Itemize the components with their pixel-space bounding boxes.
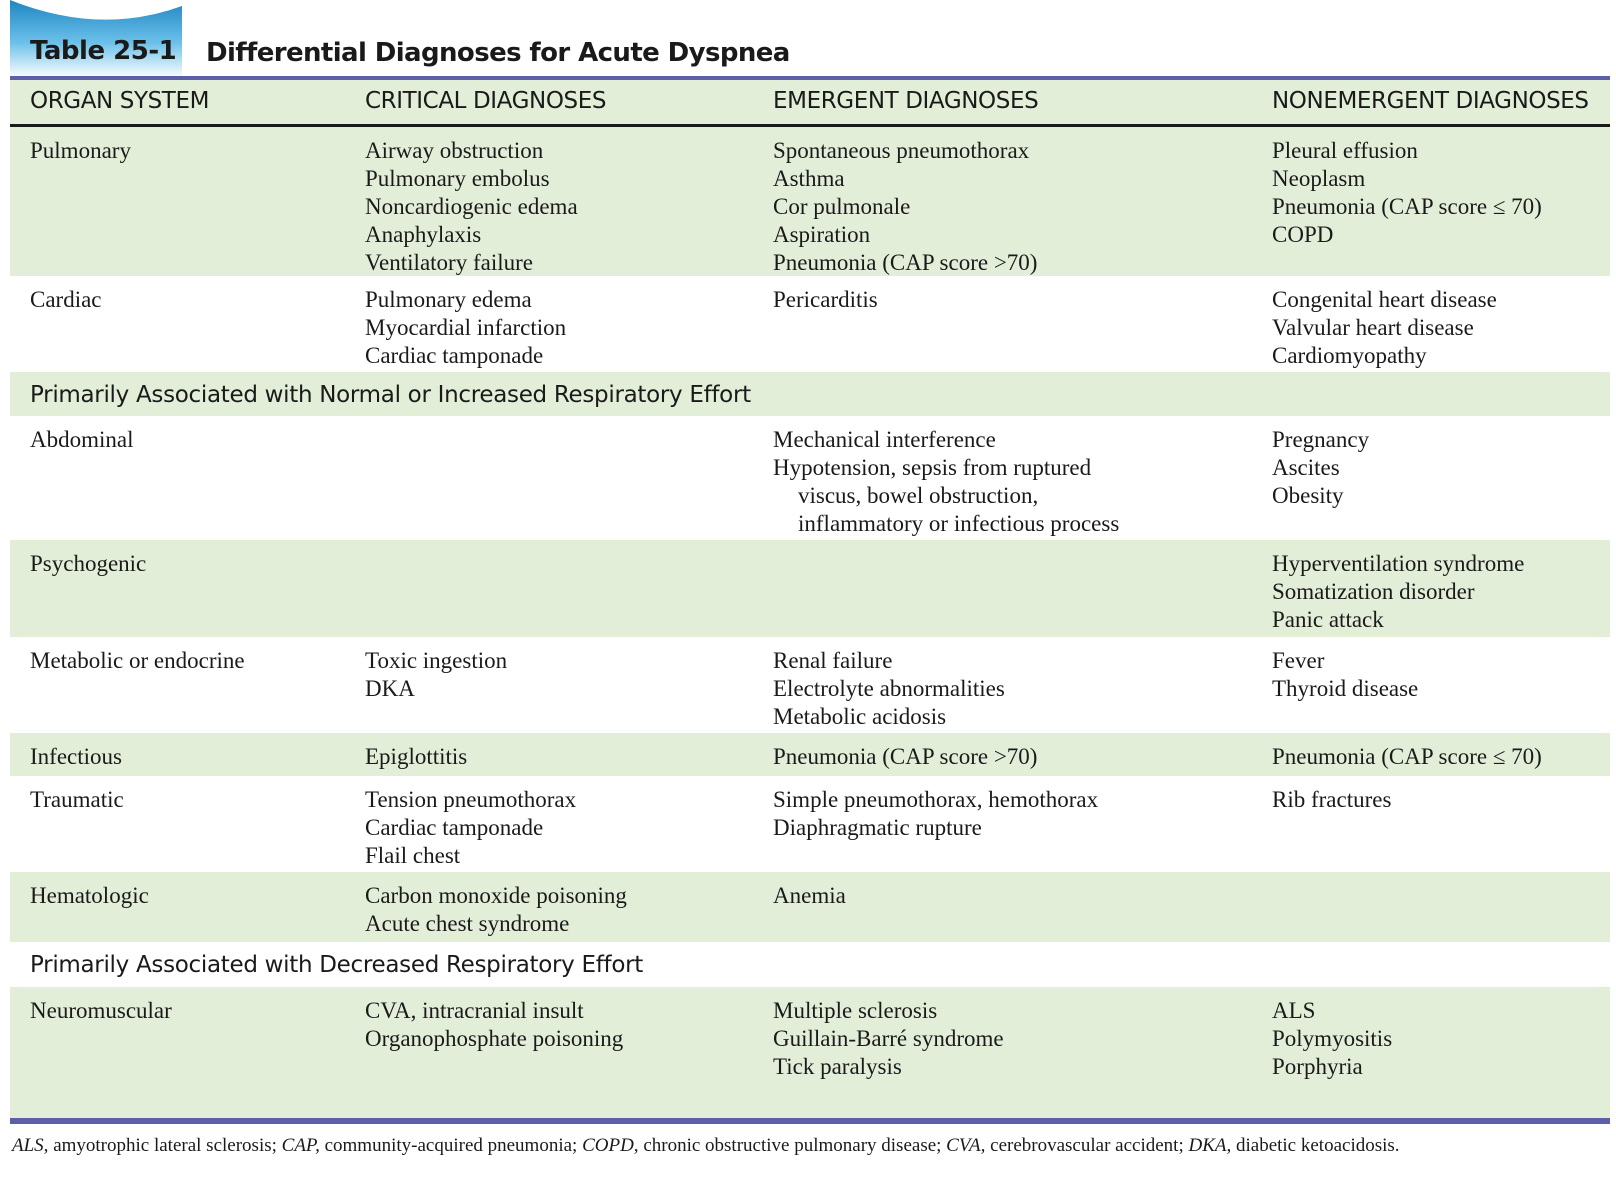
critical-diagnoses-cell: [365, 882, 627, 938]
organ-system-cell: Cardiac: [30, 287, 102, 312]
footnote-abbreviation: DKA,: [1188, 1135, 1232, 1156]
diagnosis-item: Spontaneous pneumothorax: [773, 138, 1030, 163]
diagnosis-item: Anemia: [773, 883, 846, 908]
diagnosis-item: Porphyria: [1272, 1054, 1363, 1079]
diagnosis-item: Fever: [1272, 648, 1325, 673]
diagnosis-item: Tick paralysis: [773, 1054, 902, 1079]
diagnosis-item: Pulmonary embolus: [365, 166, 550, 191]
diagnosis-item: Toxic ingestion: [365, 648, 508, 673]
diagnosis-item: Valvular heart disease: [1272, 315, 1474, 340]
diagnosis-item: Multiple sclerosis: [773, 998, 938, 1023]
diagnosis-item: Tension pneumothorax: [365, 787, 577, 812]
diagnosis-item: inflammatory or infectious process: [798, 511, 1120, 536]
diagnosis-item: Renal failure: [773, 648, 893, 673]
critical-diagnoses-cell: [365, 743, 467, 771]
emergent-diagnoses-cell: [773, 786, 1098, 842]
diagnosis-item: Asthma: [773, 166, 845, 191]
footnote-definition: chronic obstructive pulmonary disease;: [638, 1135, 947, 1156]
emergent-diagnoses-cell: [773, 137, 1037, 277]
diagnosis-item: Pneumonia (CAP score ≤ 70): [1272, 744, 1542, 769]
column-header: EMERGENT DIAGNOSES: [773, 88, 1039, 114]
diagnosis-item: Congenital heart disease: [1272, 287, 1497, 312]
diagnosis-item: Epiglottitis: [365, 744, 468, 769]
diagnosis-item: Flail chest: [365, 843, 461, 868]
diagnosis-item: Metabolic acidosis: [773, 704, 947, 729]
footnote-definition: diabetic ketoacidosis.: [1231, 1135, 1400, 1156]
diagnosis-item: Neoplasm: [1272, 166, 1366, 191]
emergent-diagnoses-cell: [773, 647, 1005, 731]
table-title-bar: [10, 0, 1610, 80]
diagnosis-item: Carbon monoxide poisoning: [365, 883, 627, 908]
emergent-diagnoses-cell: [773, 743, 1037, 771]
section-header-row: [10, 372, 1610, 416]
column-header: ORGAN SYSTEM: [30, 88, 210, 114]
organ-system-cell: Traumatic: [30, 787, 124, 812]
diagnosis-item: Pleural effusion: [1272, 138, 1418, 163]
column-header: CRITICAL DIAGNOSES: [365, 88, 607, 114]
footnote-abbreviation: CAP,: [281, 1135, 320, 1156]
table-footnote: [12, 1132, 1512, 1160]
diagnosis-item: Pneumonia (CAP score ≤ 70): [1272, 194, 1542, 219]
diagnosis-item: Noncardiogenic edema: [365, 194, 578, 219]
section-label: Primarily Associated with Decreased Respiratory Effort: [30, 952, 643, 978]
diagnosis-item: Hypotension, sepsis from ruptured: [773, 455, 1092, 480]
diagnosis-item: Anaphylaxis: [365, 222, 482, 247]
nonemergent-diagnoses-cell: [1272, 550, 1524, 634]
diagnosis-item: Ventilatory failure: [365, 250, 533, 275]
critical-diagnoses-cell: [365, 786, 576, 870]
diagnosis-item: ALS: [1272, 998, 1316, 1023]
organ-system-cell: Pulmonary: [30, 138, 131, 163]
organ-system-cell: Infectious: [30, 744, 122, 769]
table-row: [10, 872, 1610, 942]
diagnosis-item: Obesity: [1272, 483, 1344, 508]
emergent-diagnoses-cell: [773, 286, 878, 314]
diagnosis-item: Cardiac tamponade: [365, 343, 544, 368]
nonemergent-diagnoses-cell: [1272, 786, 1391, 814]
table-row: [10, 987, 1610, 1118]
diagnosis-item: Pregnancy: [1272, 427, 1370, 452]
diagnosis-item: Pneumonia (CAP score >70): [773, 744, 1038, 769]
diagnosis-item: Guillain-Barré syndrome: [773, 1026, 1004, 1051]
diagnosis-item: Somatization disorder: [1272, 579, 1475, 604]
organ-system-cell: Metabolic or endocrine: [30, 648, 245, 673]
diagnosis-item: Cor pulmonale: [773, 194, 911, 219]
footnote-abbreviation: ALS,: [12, 1135, 49, 1156]
diagnosis-item: Airway obstruction: [365, 138, 544, 163]
organ-system-cell: Psychogenic: [30, 551, 147, 576]
table-row: [10, 637, 1610, 733]
diagnosis-item: Hyperventilation syndrome: [1272, 551, 1525, 576]
diagnosis-item: Polymyositis: [1272, 1026, 1393, 1051]
nonemergent-diagnoses-cell: [1272, 286, 1497, 370]
diagnosis-item: Simple pneumothorax, hemothorax: [773, 787, 1099, 812]
emergent-diagnoses-cell: [773, 882, 846, 910]
diagnosis-item: Diaphragmatic rupture: [773, 815, 982, 840]
diagnosis-item: Organophosphate poisoning: [365, 1026, 624, 1051]
table-row: [10, 127, 1610, 276]
diagnosis-item: Cardiomyopathy: [1272, 343, 1427, 368]
diagnosis-item: Aspiration: [773, 222, 871, 247]
nonemergent-diagnoses-cell: [1272, 137, 1542, 249]
table-bottom-divider: [10, 1118, 1610, 1124]
diagnosis-item: CVA, intracranial insult: [365, 998, 584, 1023]
section-header-row: [10, 942, 1610, 987]
nonemergent-diagnoses-cell: [1272, 647, 1418, 703]
diagnosis-item: Mechanical interference: [773, 427, 996, 452]
footnote-abbreviation: CVA,: [946, 1135, 986, 1156]
table-title: Differential Diagnoses for Acute Dyspnea: [206, 38, 790, 68]
critical-diagnoses-cell: [365, 997, 623, 1053]
critical-diagnoses-cell: [365, 647, 507, 703]
table-row: [10, 416, 1610, 540]
critical-diagnoses-cell: [365, 286, 566, 370]
table-row: [10, 733, 1610, 776]
footnote-definition: cerebrovascular accident;: [985, 1135, 1189, 1156]
diagnosis-item: Cardiac tamponade: [365, 815, 544, 840]
diagnosis-item: Pericarditis: [773, 287, 878, 312]
diagnosis-item: Thyroid disease: [1272, 676, 1419, 701]
diagnosis-item: Pneumonia (CAP score >70): [773, 250, 1038, 275]
table-row: [10, 540, 1610, 637]
critical-diagnoses-cell: [365, 137, 578, 277]
nonemergent-diagnoses-cell: [1272, 997, 1392, 1081]
organ-system-cell: Neuromuscular: [30, 998, 172, 1023]
diagnosis-item: Panic attack: [1272, 607, 1384, 632]
organ-system-cell: Abdominal: [30, 427, 134, 452]
diagnosis-item: DKA: [365, 676, 415, 701]
footnote-definition: community-acquired pneumonia;: [319, 1135, 583, 1156]
column-header: NONEMERGENT DIAGNOSES: [1272, 88, 1589, 114]
footnote-definition: amyotrophic lateral sclerosis;: [48, 1135, 282, 1156]
section-label: Primarily Associated with Normal or Increased Respiratory Effort: [30, 382, 751, 408]
diagnosis-item: Ascites: [1272, 455, 1340, 480]
nonemergent-diagnoses-cell: [1272, 743, 1542, 771]
table-row: [10, 776, 1610, 872]
diagnosis-item: viscus, bowel obstruction,: [798, 483, 1039, 508]
diagnosis-item: Myocardial infarction: [365, 315, 567, 340]
emergent-diagnoses-cell: [773, 997, 1004, 1081]
diagnosis-item: Rib fractures: [1272, 787, 1392, 812]
emergent-diagnoses-cell: [773, 426, 1119, 538]
diagnosis-item: Acute chest syndrome: [365, 911, 570, 936]
organ-system-cell: Hematologic: [30, 883, 149, 908]
diagnosis-item: Electrolyte abnormalities: [773, 676, 1005, 701]
footnote-abbreviation: COPD,: [582, 1135, 639, 1156]
column-header-row: [10, 80, 1610, 126]
diagnosis-item: Pulmonary edema: [365, 287, 532, 312]
table-row: [10, 276, 1610, 372]
nonemergent-diagnoses-cell: [1272, 426, 1369, 510]
diagnosis-item: COPD: [1272, 222, 1334, 247]
table-number: Table 25-1: [30, 36, 177, 66]
